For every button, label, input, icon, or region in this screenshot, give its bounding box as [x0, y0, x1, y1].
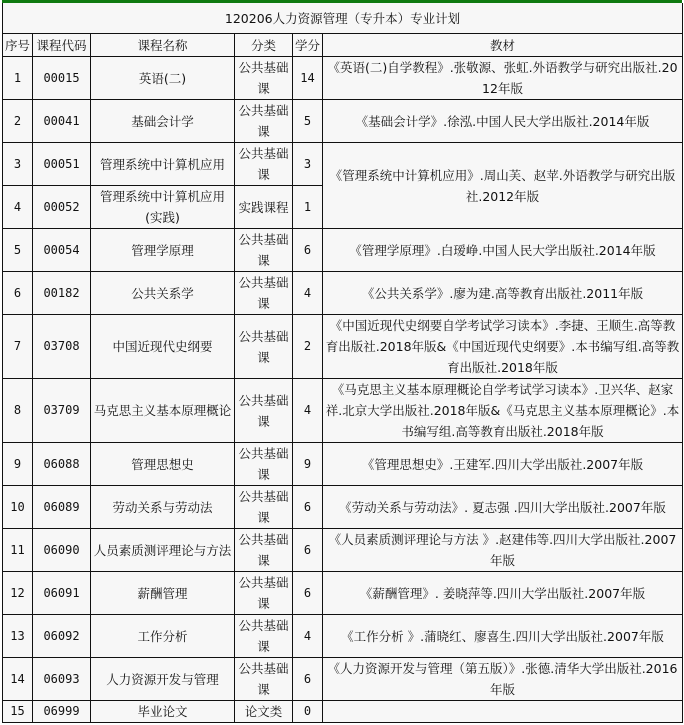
cell-category: 公共基础课: [235, 572, 293, 615]
cell-credit: 14: [293, 57, 323, 100]
cell-seq: 10: [3, 486, 33, 529]
cell-textbook: 《人力资源开发与管理（第五版）》.张德.清华大学出版社.2016年版: [323, 658, 683, 701]
cell-category: 公共基础课: [235, 272, 293, 315]
cell-code: 06093: [33, 658, 91, 701]
cell-textbook: 《劳动关系与劳动法》. 夏志强 .四川大学出版社.2007年版: [323, 486, 683, 529]
cell-category: 公共基础课: [235, 486, 293, 529]
cell-code: 00051: [33, 143, 91, 186]
cell-code: 03708: [33, 315, 91, 379]
cell-credit: 6: [293, 529, 323, 572]
cell-seq: 3: [3, 143, 33, 186]
course-plan-table: [2, 3, 683, 723]
cell-textbook: 《管理学原理》.白瑷峥.中国人民大学出版社.2014年版: [323, 229, 683, 272]
course-plan-container: [2, 0, 682, 723]
cell-textbook: [323, 701, 683, 723]
cell-credit: 4: [293, 272, 323, 315]
cell-textbook: 《工作分析 》.蒲晓红、廖喜生.四川大学出版社.2007年版: [323, 615, 683, 658]
cell-textbook: 《人员素质测评理论与方法 》.赵建伟等.四川大学出版社.2007年版: [323, 529, 683, 572]
cell-category: 公共基础课: [235, 443, 293, 486]
cell-name: 管理系统中计算机应用: [91, 143, 235, 186]
header-category: 分类: [235, 34, 293, 57]
cell-category: 论文类: [235, 701, 293, 723]
cell-name: 中国近现代史纲要: [91, 315, 235, 379]
cell-name: 管理思想史: [91, 443, 235, 486]
cell-name: 公共关系学: [91, 272, 235, 315]
cell-seq: 5: [3, 229, 33, 272]
cell-credit: 6: [293, 486, 323, 529]
cell-name: 管理学原理: [91, 229, 235, 272]
cell-seq: 2: [3, 100, 33, 143]
table-row: [3, 443, 683, 486]
cell-name: 人力资源开发与管理: [91, 658, 235, 701]
table-row: [3, 229, 683, 272]
cell-seq: 14: [3, 658, 33, 701]
cell-name: 劳动关系与劳动法: [91, 486, 235, 529]
cell-seq: 1: [3, 57, 33, 100]
cell-code: 06091: [33, 572, 91, 615]
cell-credit: 6: [293, 572, 323, 615]
table-title: 120206人力资源管理（专升本）专业计划: [3, 3, 683, 34]
cell-name: 基础会计学: [91, 100, 235, 143]
cell-name: 工作分析: [91, 615, 235, 658]
cell-code: 00041: [33, 100, 91, 143]
cell-category: 公共基础课: [235, 57, 293, 100]
cell-seq: 4: [3, 186, 33, 229]
cell-credit: 1: [293, 186, 323, 229]
table-row: [3, 57, 683, 100]
cell-seq: 8: [3, 379, 33, 443]
cell-category: 实践课程: [235, 186, 293, 229]
cell-credit: 3: [293, 143, 323, 186]
cell-name: 马克思主义基本原理概论: [91, 379, 235, 443]
cell-name: 毕业论文: [91, 701, 235, 723]
cell-code: 06089: [33, 486, 91, 529]
header-code: 课程代码: [33, 34, 91, 57]
cell-credit: 5: [293, 100, 323, 143]
cell-seq: 13: [3, 615, 33, 658]
cell-textbook: 《薪酬管理》. 姜晓萍等.四川大学出版社.2007年版: [323, 572, 683, 615]
table-row: [3, 315, 683, 379]
cell-textbook: 《中国近现代史纲要自学考试学习读本》.李捷、王顺生.高等教育出版社.2018年版&《中国近现代史纲要》.本书编写组.高等教育出版社.2018年版: [323, 315, 683, 379]
cell-category: 公共基础课: [235, 379, 293, 443]
cell-credit: 2: [293, 315, 323, 379]
table-row: [3, 529, 683, 572]
cell-code: 06999: [33, 701, 91, 723]
cell-textbook: 《基础会计学》.徐泓.中国人民大学出版社.2014年版: [323, 100, 683, 143]
cell-code: 06090: [33, 529, 91, 572]
cell-name: 人员素质测评理论与方法: [91, 529, 235, 572]
cell-code: 06088: [33, 443, 91, 486]
header-credit: 学分: [293, 34, 323, 57]
cell-category: 公共基础课: [235, 100, 293, 143]
cell-seq: 9: [3, 443, 33, 486]
cell-textbook: 《马克思主义基本原理概论自学考试学习读本》.卫兴华、赵家祥.北京大学出版社.2018年版&《马克思主义基本原理概论》.本书编写组.高等教育出版社.2018年版: [323, 379, 683, 443]
cell-name: 英语(二): [91, 57, 235, 100]
cell-category: 公共基础课: [235, 229, 293, 272]
cell-category: 公共基础课: [235, 658, 293, 701]
table-row: [3, 658, 683, 701]
cell-textbook: 《公共关系学》.廖为建.高等教育出版社.2011年版: [323, 272, 683, 315]
table-row: [3, 486, 683, 529]
cell-credit: 9: [293, 443, 323, 486]
cell-textbook: 《管理思想史》.王建军.四川大学出版社.2007年版: [323, 443, 683, 486]
cell-seq: 7: [3, 315, 33, 379]
cell-category: 公共基础课: [235, 529, 293, 572]
cell-seq: 6: [3, 272, 33, 315]
cell-category: 公共基础课: [235, 615, 293, 658]
table-row: [3, 615, 683, 658]
cell-textbook: 《管理系统中计算机应用》.周山芙、赵苹.外语教学与研究出版社.2012年版: [323, 143, 683, 229]
cell-category: 公共基础课: [235, 143, 293, 186]
cell-seq: 15: [3, 701, 33, 723]
cell-name: 管理系统中计算机应用(实践): [91, 186, 235, 229]
header-name: 课程名称: [91, 34, 235, 57]
cell-code: 03709: [33, 379, 91, 443]
cell-textbook: 《英语(二)自学教程》.张敬源、张虹.外语教学与研究出版社.2012年版: [323, 57, 683, 100]
table-row: [3, 100, 683, 143]
cell-code: 06092: [33, 615, 91, 658]
cell-credit: 6: [293, 658, 323, 701]
header-textbook: 教材: [323, 34, 683, 57]
table-row: [3, 701, 683, 723]
cell-credit: 4: [293, 615, 323, 658]
header-seq: 序号: [3, 34, 33, 57]
cell-credit: 6: [293, 229, 323, 272]
table-row: [3, 272, 683, 315]
cell-code: 00182: [33, 272, 91, 315]
cell-category: 公共基础课: [235, 315, 293, 379]
table-row: [3, 379, 683, 443]
cell-code: 00015: [33, 57, 91, 100]
cell-credit: 4: [293, 379, 323, 443]
table-row: [3, 143, 683, 186]
table-row: [3, 572, 683, 615]
cell-seq: 12: [3, 572, 33, 615]
header-row: [3, 34, 683, 57]
cell-code: 00052: [33, 186, 91, 229]
cell-credit: 0: [293, 701, 323, 723]
cell-name: 薪酬管理: [91, 572, 235, 615]
cell-code: 00054: [33, 229, 91, 272]
cell-seq: 11: [3, 529, 33, 572]
